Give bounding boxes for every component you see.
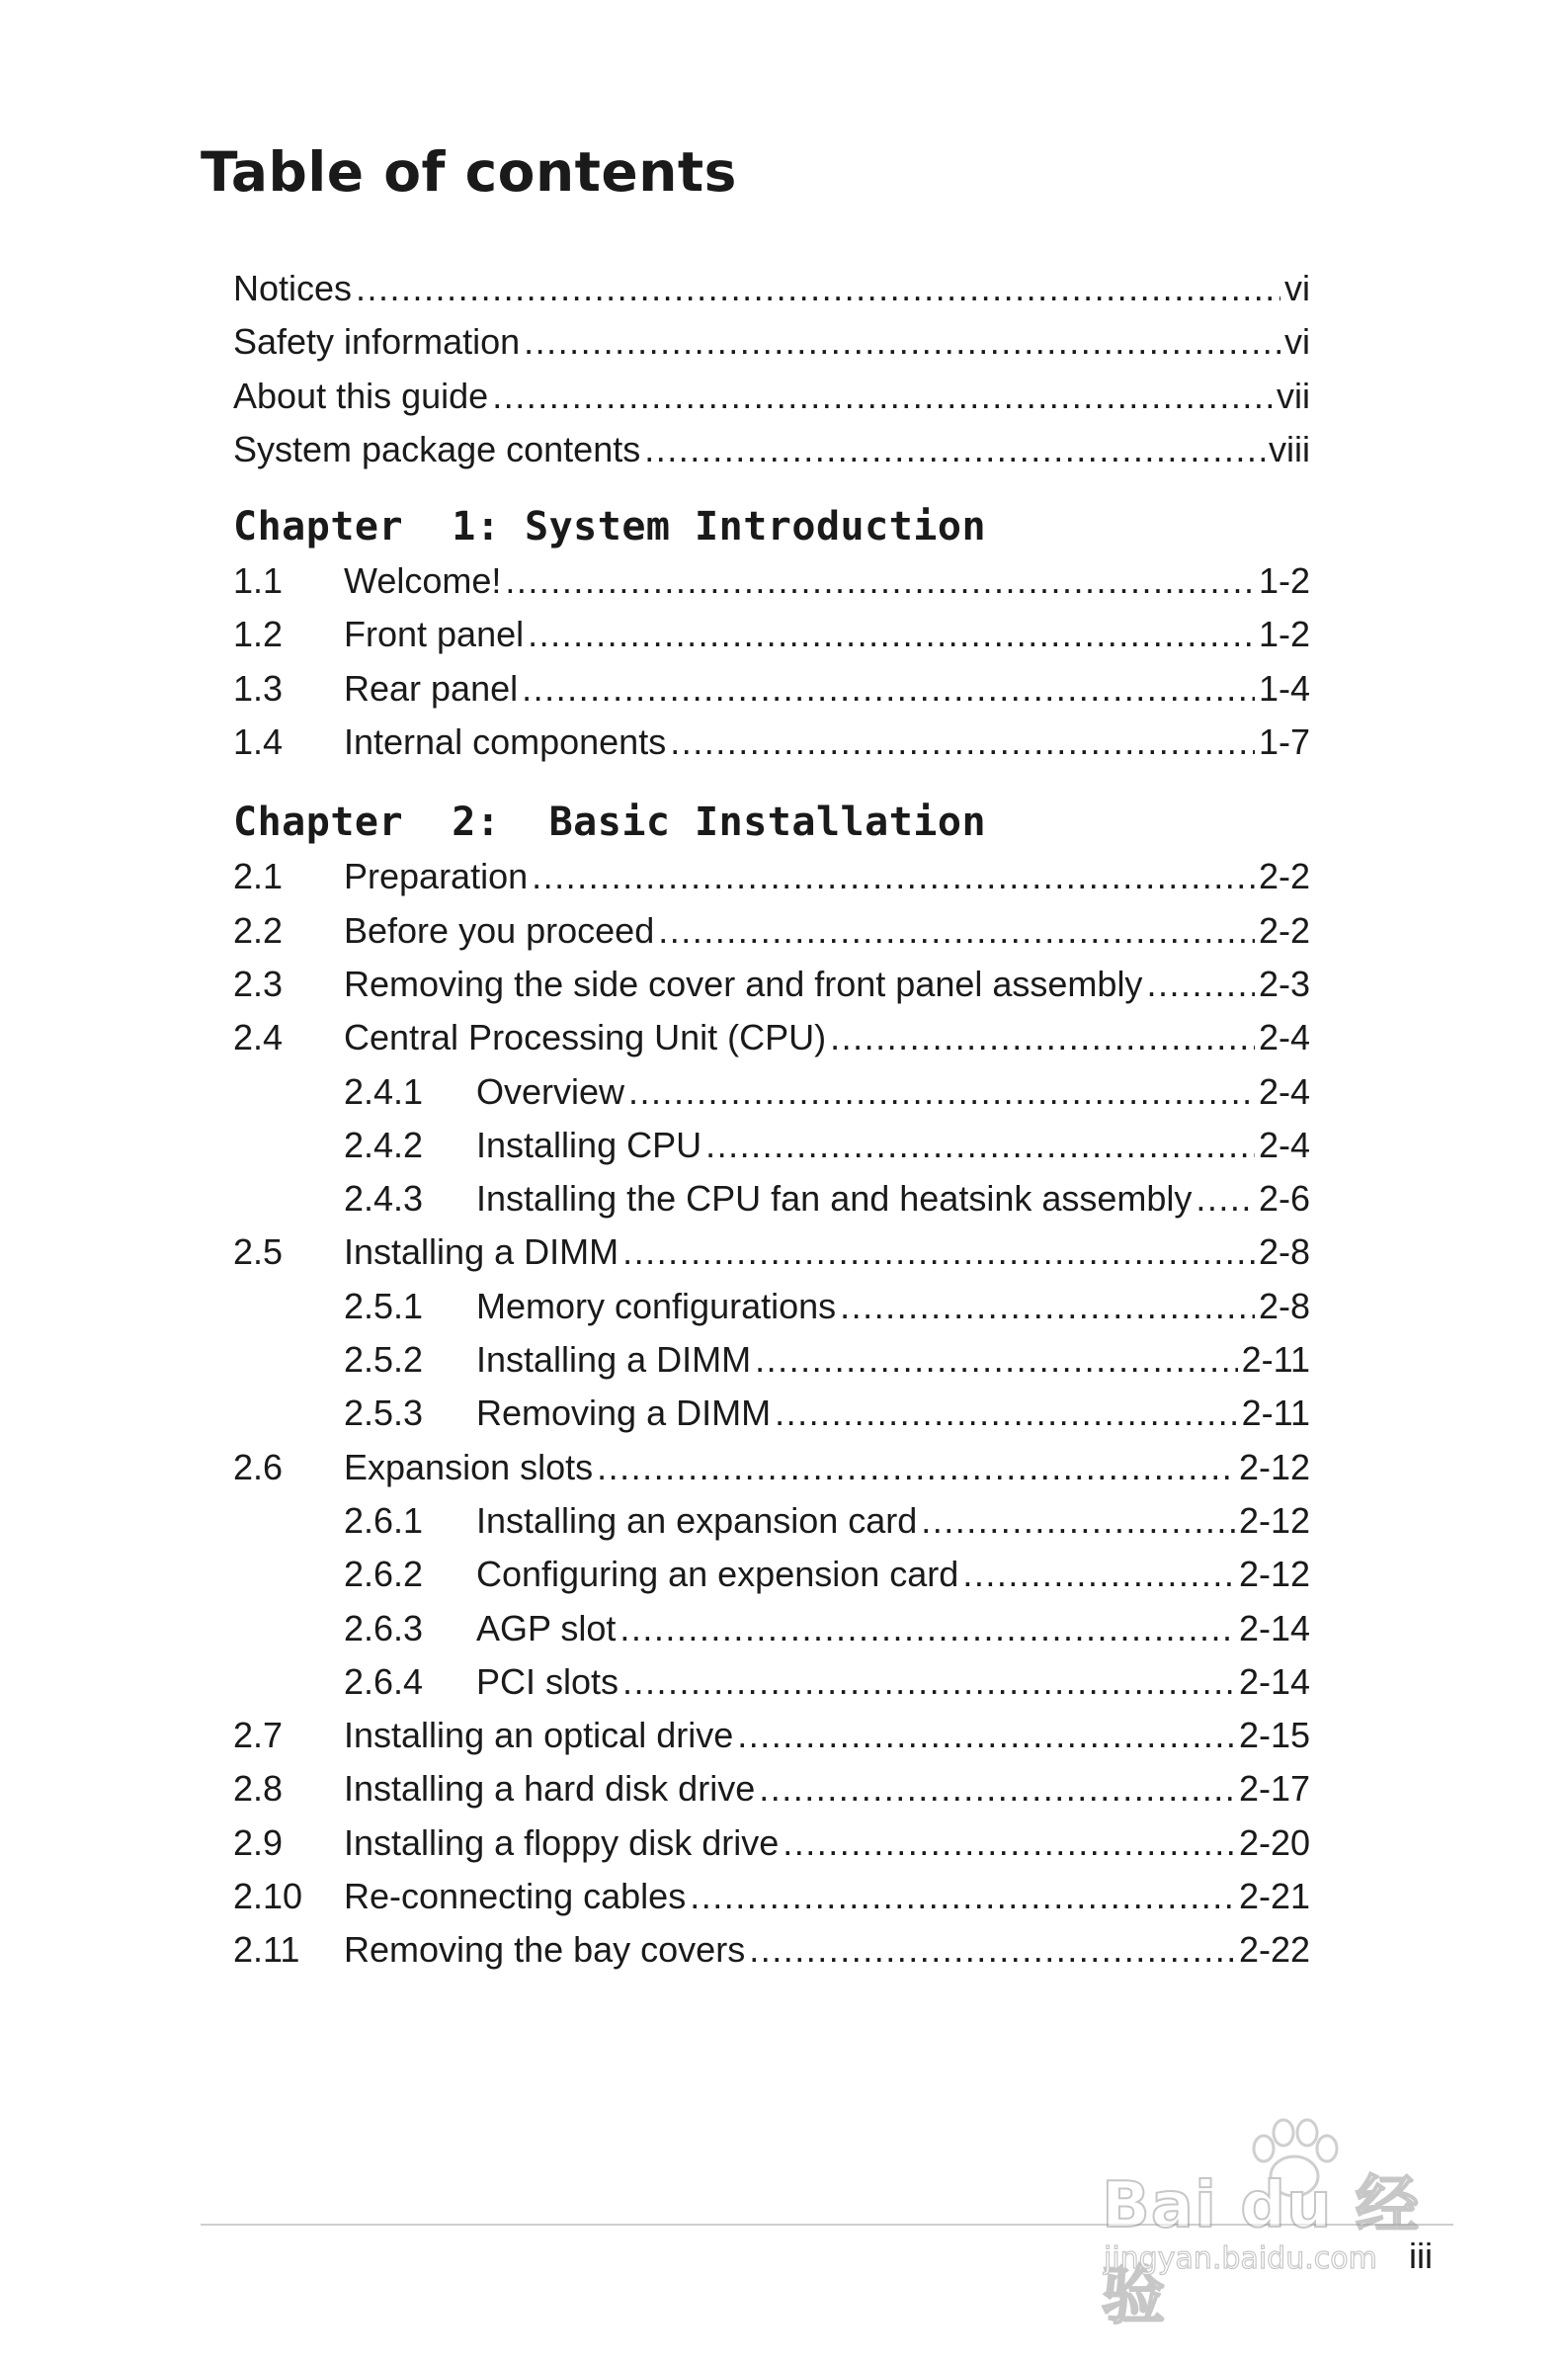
leader-dots	[830, 1011, 1255, 1064]
toc-entry-number: 1.1	[233, 560, 284, 602]
toc-entry-label: Before you proceed	[344, 909, 655, 951]
toc-entry-label: Installing a DIMM	[344, 1231, 619, 1273]
toc-entry-label: Installing an optical drive	[344, 1715, 734, 1756]
toc-entry-page: 2-11	[1241, 1393, 1310, 1434]
toc-entry-page: 2-6	[1258, 1178, 1310, 1220]
leader-dots	[522, 662, 1255, 716]
toc-entry-number: 2.5	[233, 1231, 284, 1273]
toc-entry-number: 2.6.3	[344, 1607, 424, 1648]
toc-entry-label: AGP slot	[476, 1607, 617, 1648]
toc-entry-label: Central Processing Unit (CPU)	[344, 1017, 827, 1058]
leader-dots	[505, 554, 1255, 608]
leader-dots	[524, 315, 1280, 369]
toc-subentry[interactable]	[233, 1494, 1310, 1548]
leader-dots	[528, 608, 1255, 661]
toc-entry[interactable]	[233, 1762, 1310, 1815]
toc-entry-label: Installing a DIMM	[476, 1339, 752, 1381]
toc-entry-page: 2-14	[1238, 1660, 1310, 1702]
toc-entry-page: 2-12	[1238, 1554, 1310, 1595]
toc-entry-label: Removing a DIMM	[476, 1393, 772, 1434]
toc-entry-label: Installing an expansion card	[476, 1499, 918, 1541]
toc-entry-number: 2.2	[233, 909, 284, 951]
toc-entry[interactable]	[233, 1441, 1310, 1494]
leader-dots	[532, 850, 1255, 903]
toc-entry-page: 2-4	[1258, 1124, 1310, 1165]
toc-subentry[interactable]	[233, 1548, 1310, 1601]
toc-entry[interactable]	[233, 608, 1310, 661]
toc-entry-page: 1-4	[1258, 667, 1310, 709]
toc-entry-page: vi	[1284, 321, 1310, 363]
toc-subentry[interactable]	[233, 1172, 1310, 1225]
leader-dots	[759, 1762, 1235, 1815]
leader-dots	[690, 1870, 1235, 1923]
toc-entry[interactable]	[233, 1923, 1310, 1977]
leader-dots	[775, 1387, 1238, 1440]
leader-dots	[356, 262, 1280, 315]
toc-entry[interactable]	[233, 716, 1310, 769]
toc-entry-number: 2.5.2	[344, 1339, 424, 1381]
toc-entry-page: 2-20	[1238, 1821, 1310, 1863]
leader-dots	[597, 1441, 1235, 1494]
toc-entry-page: 2-4	[1258, 1070, 1310, 1112]
toc-subentry[interactable]	[233, 1333, 1310, 1387]
toc-entry-label: Configuring an expension card	[476, 1554, 959, 1595]
toc-entry-number: 2.4.1	[344, 1070, 424, 1112]
leader-dots	[783, 1816, 1235, 1870]
toc-entry[interactable]	[233, 1709, 1310, 1762]
toc-entry-label: Memory configurations	[476, 1285, 837, 1326]
toc-entry-label: Removing the side cover and front panel assembly	[344, 963, 1143, 1004]
leader-dots	[921, 1494, 1235, 1548]
toc-entry-number: 1.4	[233, 721, 284, 763]
toc-entry-number: 2.5.3	[344, 1393, 424, 1434]
toc-entry-label: Installing a hard disk drive	[344, 1768, 756, 1810]
toc-entry-label: Installing CPU	[476, 1124, 702, 1165]
toc-entry-label: Welcome!	[344, 560, 502, 602]
toc-entry-page: 2-8	[1258, 1285, 1310, 1326]
toc-entry-number: 2.4.3	[344, 1178, 424, 1220]
leader-dots	[492, 370, 1273, 423]
toc-entry[interactable]	[233, 1225, 1310, 1279]
toc-entry-page: vi	[1284, 268, 1310, 308]
toc-entry-page: 2-12	[1238, 1499, 1310, 1541]
toc-entry-label: Preparation	[344, 856, 529, 897]
leader-dots	[628, 1065, 1255, 1119]
toc-entry-number: 2.1	[233, 856, 284, 897]
leader-dots	[962, 1548, 1235, 1601]
leader-dots	[619, 1602, 1235, 1655]
toc-entry-page: 2-2	[1258, 909, 1310, 951]
toc-entry[interactable]	[233, 1816, 1310, 1870]
leader-dots	[840, 1280, 1255, 1333]
toc-entry-number: 2.6.2	[344, 1554, 424, 1595]
toc-entry-notices[interactable]	[233, 262, 1310, 315]
toc-entry-page: 2-2	[1258, 856, 1310, 897]
toc-entry-page: 2-14	[1238, 1607, 1310, 1648]
toc-entry[interactable]	[233, 904, 1310, 958]
toc-entry-page: 1-2	[1258, 560, 1310, 602]
toc-entry-page: 2-21	[1238, 1876, 1310, 1917]
toc-entry-number: 2.7	[233, 1715, 284, 1756]
toc-entry[interactable]	[233, 554, 1310, 608]
toc-entry-label: Installing a floppy disk drive	[344, 1821, 780, 1863]
toc-entry-number: 2.9	[233, 1821, 284, 1863]
toc-entry-page: 2-8	[1258, 1231, 1310, 1273]
toc-entry-label: Overview	[476, 1070, 625, 1112]
toc-entry-label: Installing the CPU fan and heatsink assembly	[476, 1178, 1193, 1220]
toc-entry-number: 2.5.1	[344, 1285, 424, 1326]
toc-entry[interactable]	[233, 958, 1310, 1011]
toc-entry-number: 2.6.1	[344, 1499, 424, 1541]
page-title: Table of contents	[201, 140, 737, 204]
toc-entry-label: Re-connecting cables	[344, 1876, 687, 1917]
toc-entry-page: viii	[1269, 428, 1310, 469]
toc-entry-label: Expansion slots	[344, 1446, 594, 1487]
page-number: iii	[1409, 2236, 1433, 2276]
toc-subentry[interactable]	[233, 1065, 1310, 1119]
leader-dots	[737, 1709, 1235, 1762]
toc-entry-label: System package contents	[233, 428, 641, 469]
toc-entry-label: Notices	[233, 268, 353, 308]
toc-entry-label: Removing the bay covers	[344, 1929, 746, 1971]
watermark-brand: Bai du 经验	[1102, 2169, 1420, 2333]
toc-subentry[interactable]	[233, 1387, 1310, 1440]
toc-entry[interactable]	[233, 1870, 1310, 1923]
toc-entry-label: About this guide	[233, 375, 489, 416]
chapter-1-heading[interactable]: Chapter 1: System Introduction	[233, 504, 987, 550]
leader-dots	[670, 716, 1255, 769]
leader-dots	[1196, 1172, 1255, 1225]
toc-entry-page: 1-2	[1258, 614, 1310, 655]
toc-entry-number: 1.3	[233, 667, 284, 709]
toc-entry-label: Rear panel	[344, 667, 519, 709]
toc-entry-label: Front panel	[344, 614, 525, 655]
toc-entry-label: PCI slots	[476, 1660, 619, 1702]
toc-entry-page: 2-3	[1258, 963, 1310, 1004]
toc-entry-page: 2-15	[1238, 1715, 1310, 1756]
toc-entry-page: 2-22	[1238, 1929, 1310, 1971]
leader-dots	[622, 1225, 1255, 1279]
leader-dots	[755, 1333, 1238, 1387]
toc-entry-system-package-contents[interactable]	[233, 423, 1310, 476]
toc-entry-number: 2.10	[233, 1876, 303, 1917]
toc-entry-number: 2.11	[233, 1929, 300, 1971]
toc-entry[interactable]	[233, 662, 1310, 716]
toc-entry-number: 2.4	[233, 1017, 284, 1058]
toc-subentry[interactable]	[233, 1119, 1310, 1172]
leader-dots	[644, 423, 1265, 476]
leader-dots	[658, 904, 1255, 958]
leader-dots	[1146, 958, 1255, 1011]
toc-entry-label: Internal components	[344, 721, 667, 763]
toc-subentry[interactable]	[233, 1602, 1310, 1655]
toc-list	[233, 262, 1310, 1978]
toc-entry-page: 2-17	[1238, 1768, 1310, 1810]
toc-entry-page: vii	[1277, 375, 1310, 416]
toc-entry-number: 1.2	[233, 614, 284, 655]
toc-entry-safety-information[interactable]	[233, 315, 1310, 369]
toc-entry-number: 2.3	[233, 963, 284, 1004]
leader-dots	[622, 1655, 1235, 1709]
toc-subentry[interactable]	[233, 1280, 1310, 1333]
chapter-2-heading[interactable]: Chapter 2: Basic Installation	[233, 800, 987, 846]
toc-entry[interactable]	[233, 1011, 1310, 1064]
toc-entry-number: 2.4.2	[344, 1124, 424, 1165]
watermark-url: jingyan.baidu.com	[1104, 2241, 1377, 2276]
toc-entry-page: 2-11	[1241, 1339, 1310, 1381]
toc-entry-page: 1-7	[1258, 721, 1310, 763]
toc-entry-number: 2.6.4	[344, 1660, 424, 1702]
leader-dots	[749, 1923, 1235, 1977]
toc-entry[interactable]	[233, 850, 1310, 903]
toc-entry-page: 2-4	[1258, 1017, 1310, 1058]
toc-entry-number: 2.6	[233, 1446, 284, 1487]
leader-dots	[705, 1119, 1255, 1172]
toc-entry-page: 2-12	[1238, 1446, 1310, 1487]
toc-entry-label: Safety information	[233, 321, 521, 363]
toc-entry-number: 2.8	[233, 1768, 284, 1810]
toc-subentry[interactable]	[233, 1655, 1310, 1709]
toc-entry-about-this-guide[interactable]	[233, 370, 1310, 423]
